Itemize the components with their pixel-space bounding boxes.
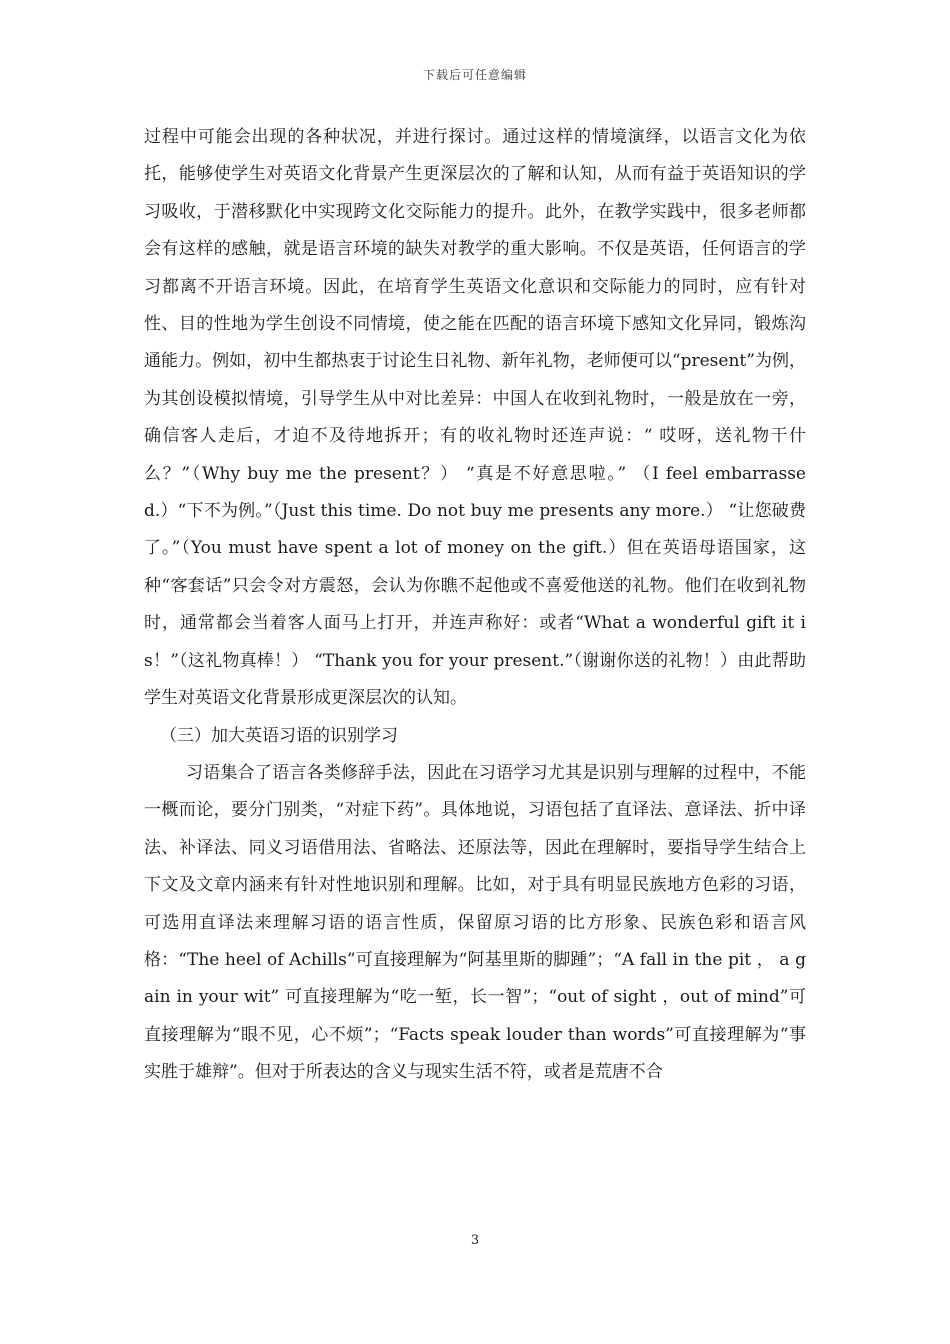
page-header-note: 下载后可任意编辑	[422, 68, 527, 82]
paragraph-presents-example: 过程中可能会出现的各种状况，并进行探讨。通过这样的情境演绎，以语言文化为依托，能够使学生对英语文化背景产生更深层次的了解和认知，从而有益于英语知识的学习吸收，于潜移默化中实现跨文化交际能力的提升。此外，在教学实践中，很多老师都会有这样的感触，就是语言环境的缺失对教学的重大影响。不仅是英语，任何语言的学习都离不开语言环境。因此，在培育学生英语文化意识和交际能力的同时，应有针对性、目的性地为学生创设不同情境，使之能在匹配的语言环境下感知文化异同，锻炼沟通能力。例如，初中生都热衷于讨论生日礼物、新年礼物，老师便可以“present”为例，为其创设模拟情境，引导学生从中对比差异：中国人在收到礼物时，一般是放在一旁，确信客人走后，才迫不及待地拆开；有的收礼物时还连声说：“ 哎呀，送礼物干什么？”（Why buy me the present？） “真是不好意思啦。” （I feel embarrassed.）“下不为例。”（Just this time. Do not buy me presents any more.） “让您破费了。”（You must have spent a lot of money on the gift.）但在英语母语国家，这种“客套话”只会令对方震怒，会认为你瞧不起他或不喜爱他送的礼物。他们在收到礼物时，通常都会当着客人面马上打开，并连声称好：或者“What a wonderful gift it is！”（这礼物真棒！） “Thank you for your present.”（谢谢你送的礼物！）由此帮助学生对英语文化背景形成更深层次的认知。	[144, 127, 806, 709]
paragraph-idiom-learning: 习语集合了语言各类修辞手法，因此在习语学习尤其是识别与理解的过程中，不能一概而论，要分门别类，“对症下药”。具体地说，习语包括了直译法、意译法、折中译法、补译法、同义习语借用法、省略法、还原法等，因此在理解时，要指导学生结合上下文及文章内涵来有针对性地识别和理解。比如，对于具有明显民族地方色彩的习语，可选用直译法来理解习语的语言性质，保留原习语的比方形象、民族色彩和语言风格：“The heel of Achills”可直接理解为“阿基里斯的脚踵”；“A fall in the pit ， a gain in your wit” 可直接理解为“吃一堑，长一智”；“out of sight ，out of mind”可直接理解为“眼不见，心不烦”；“Facts speak louder than words”可直接理解为“事实胜于雄辩”。但对于所表达的含义与现实生活不符，或者是荒唐不合	[144, 762, 806, 1083]
section-heading-idioms: （三）加大英语习语的识别学习	[160, 725, 398, 746]
document-body	[144, 119, 806, 1092]
page-number: 3	[470, 1233, 480, 1248]
